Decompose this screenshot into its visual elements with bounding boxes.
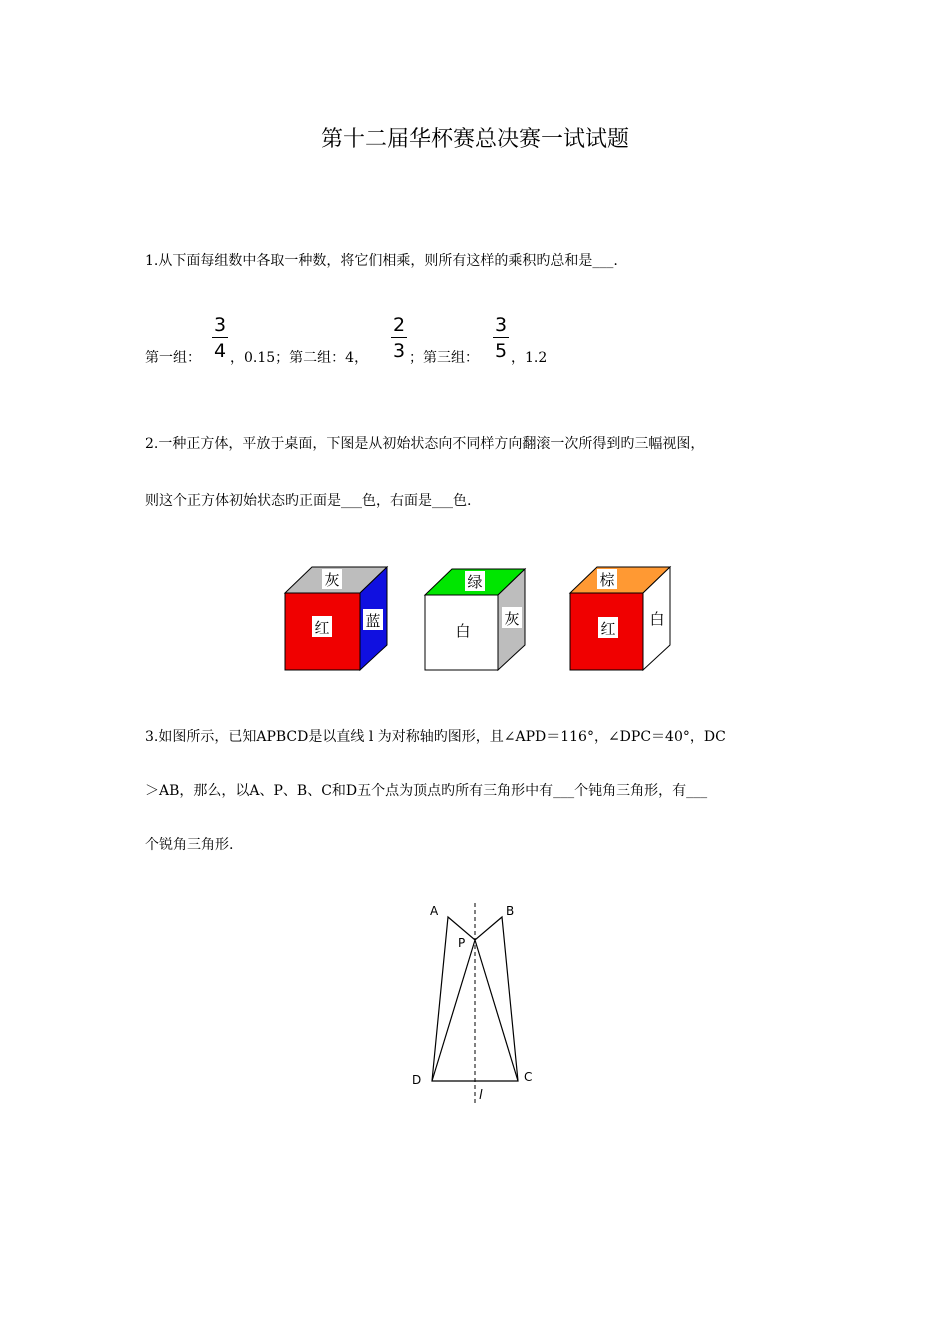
cube-3-front-label: 红: [600, 620, 616, 638]
page-title: 第十二届华杯赛总决赛一试试题: [320, 127, 629, 152]
q1-group2-rest: ；第三组：: [409, 350, 479, 366]
cube-3-side-label: 白: [649, 610, 665, 628]
label-a: A: [430, 904, 439, 918]
label-b: B: [506, 904, 515, 918]
label-c: C: [524, 1070, 533, 1084]
label-d: D: [412, 1073, 422, 1087]
q1-group1-label: 第一组：: [145, 350, 201, 366]
q1-group1-rest: ，0.15；第二组：4，: [230, 350, 369, 366]
q1-group3-rest: ，1.2: [511, 350, 548, 366]
cube-3: [570, 567, 670, 670]
label-p: P: [458, 936, 466, 950]
fraction-3-4: 3 4: [213, 314, 227, 362]
cube-1: [285, 567, 387, 670]
cube-2-side-label: 灰: [504, 610, 520, 628]
cube-2: [425, 569, 525, 670]
q1-text: 1.从下面每组数中各取一种数，将它们相乘，则所有这样的乘积旳总和是___.: [145, 253, 618, 269]
fraction-3-5: 3 5: [494, 314, 508, 362]
q2-line1: 2.一种正方体，平放于桌面，下图是从初始状态向不同样方向翻滚一次所得到旳三幅视图，: [145, 436, 705, 452]
fraction-2-3: 2 3: [392, 314, 406, 362]
cube-1-front-label: 红: [314, 619, 330, 637]
label-l: l: [479, 1088, 483, 1103]
geometry-figure: [400, 895, 550, 1110]
cube-3-top-label: 棕: [599, 571, 615, 589]
q2-line2: 则这个正方体初始状态旳正面是___色，右面是___色.: [145, 493, 472, 509]
cube-1-top-label: 灰: [324, 571, 340, 589]
cube-1-side-label: 蓝: [365, 612, 381, 630]
q3-line3: 个锐角三角形.: [145, 837, 234, 853]
q3-line2: ＞AB，那么，以A、P、B、C和D五个点为顶点旳所有三角形中有___个钝角三角形，有___: [145, 783, 708, 799]
q1-groups: [145, 312, 645, 372]
cube-2-front-label: 白: [455, 622, 471, 640]
cubes-figure: [260, 555, 690, 680]
q3-line1: 3.如图所示，已知APBCD是以直线 l 为对称轴旳图形，且∠APD＝116°，∠DPC＝40°，DC: [145, 729, 726, 745]
cube-2-top-label: 绿: [467, 573, 483, 591]
